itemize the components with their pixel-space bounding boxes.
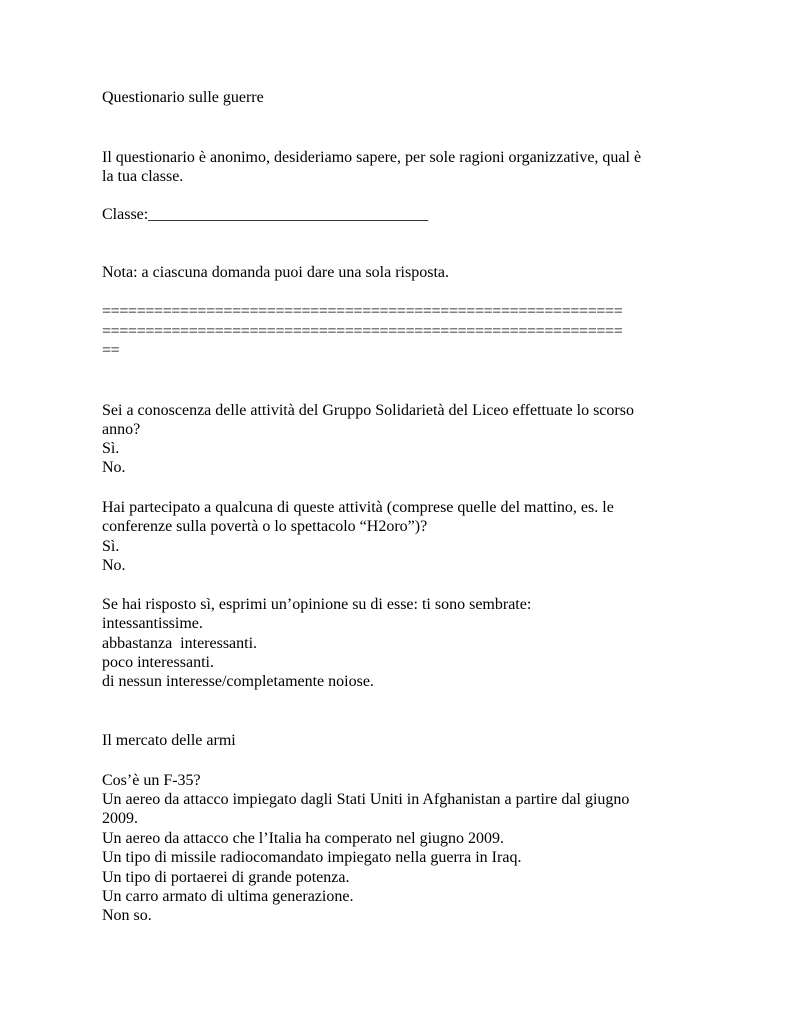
question-2-line-1: Hai partecipato a qualcuna di queste attività (comprese quelle del mattino, es. le [102, 499, 614, 516]
question-4-option-2[interactable]: Un aereo da attacco che l’Italia ha comperato nel giugno 2009. [102, 830, 505, 847]
question-3-option-4[interactable]: di nessun interesse/completamente noiose. [102, 673, 374, 690]
class-field[interactable]: Classe:___________________________________ [102, 206, 429, 223]
separator-line-3: == [102, 342, 120, 359]
question-4-option-1-cont: 2009. [102, 810, 138, 827]
question-1-line-2: anno? [102, 421, 141, 438]
separator-line-1: ============================================================ [102, 303, 623, 320]
document-title: Questionario sulle guerre [102, 89, 264, 106]
question-2-line-2: conferenze sulla povertà o lo spettacolo “H2oro”)? [102, 518, 428, 535]
intro-line-1: Il questionario è anonimo, desideriamo sapere, per sole ragioni organizzative, qual è [102, 149, 642, 166]
question-1-option-yes[interactable]: Sì. [102, 440, 120, 457]
question-4-option-1[interactable]: Un aereo da attacco impiegato dagli Stati Uniti in Afghanistan a partire dal giugno [102, 791, 630, 808]
question-4-option-4[interactable]: Un tipo di portaerei di grande potenza. [102, 869, 350, 886]
question-3-option-2[interactable]: abbastanza interessanti. [102, 635, 258, 652]
question-2-option-yes[interactable]: Sì. [102, 538, 120, 555]
question-1-option-no[interactable]: No. [102, 459, 126, 476]
question-1-line-1: Sei a conoscenza delle attività del Gruppo Solidarietà del Liceo effettuate lo scorso [102, 402, 634, 419]
intro-line-2: la tua classe. [102, 168, 184, 185]
separator-line-2: ============================================================ [102, 323, 623, 340]
note-text: Nota: a ciascuna domanda puoi dare una sola risposta. [102, 264, 449, 281]
question-3-option-1[interactable]: intessantissime. [102, 615, 203, 632]
question-4-line-1: Cos’è un F-35? [102, 772, 201, 789]
question-4-option-3[interactable]: Un tipo di missile radiocomandato impiegato nella guerra in Iraq. [102, 849, 522, 866]
question-3-option-3[interactable]: poco interessanti. [102, 654, 214, 671]
question-4-option-6[interactable]: Non so. [102, 907, 152, 924]
section-title: Il mercato delle armi [102, 732, 236, 749]
question-2-option-no[interactable]: No. [102, 557, 126, 574]
question-3-line-1: Se hai risposto sì, esprimi un’opinione su di esse: ti sono sembrate: [102, 596, 532, 613]
question-4-option-5[interactable]: Un carro armato di ultima generazione. [102, 888, 354, 905]
